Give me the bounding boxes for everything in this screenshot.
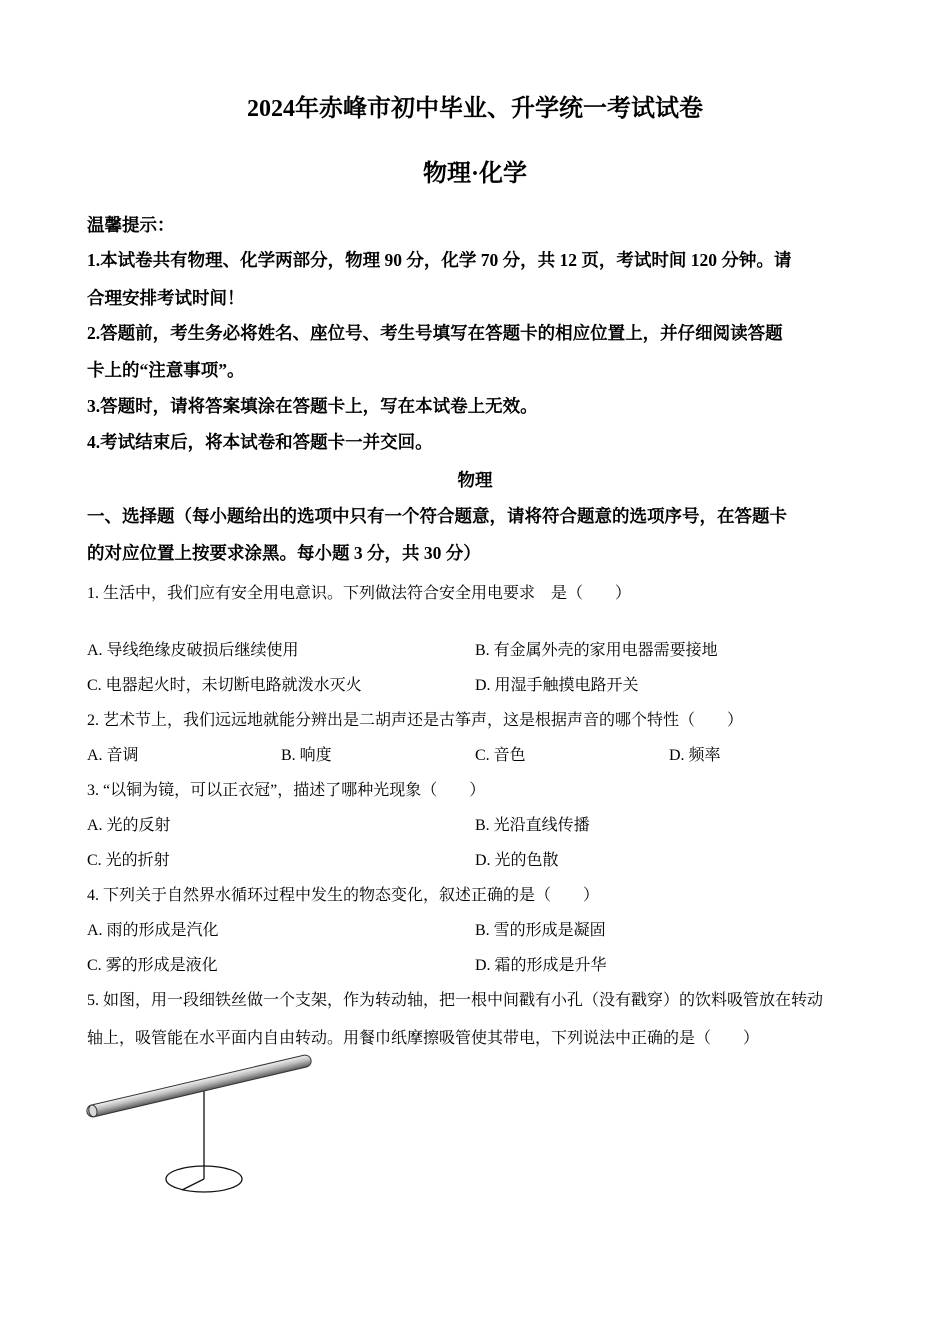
question-stem: 5. 如图，用一段细铁丝做一个支架，作为转动轴，把一根中间戳有小孔（没有戳穿）的饮料吸管放在转动	[87, 992, 824, 1009]
section-heading: 的对应位置上按要求涂黑。每小题 3 分，共 30 分）	[87, 543, 481, 563]
option: B. 响度	[281, 747, 332, 764]
option: C. 光的折射	[87, 852, 170, 869]
question-stem: 1. 生活中，我们应有安全用电意识。下列做法符合安全用电要求 是（ ）	[87, 585, 632, 602]
stand-foot	[182, 1179, 204, 1190]
straw-on-stand-figure	[80, 1050, 330, 1200]
option: A. 光的反射	[87, 817, 171, 834]
question-stem: 2. 艺术节上，我们远远地就能分辨出是二胡声还是古筝声，这是根据声音的哪个特性（ ）	[87, 712, 744, 729]
page-title: 2024年赤峰市初中毕业、升学统一考试试卷	[247, 96, 703, 122]
option: B. 雪的形成是凝固	[475, 922, 606, 939]
option: D. 霜的形成是升华	[475, 957, 607, 974]
option: A. 雨的形成是汽化	[87, 922, 219, 939]
option: A. 音调	[87, 747, 139, 764]
tip-line: 卡上的“注意事项”。	[87, 360, 245, 380]
option: D. 光的色散	[475, 852, 559, 869]
option: C. 电器起火时，未切断电路就泼水灭火	[87, 677, 362, 694]
page-subtitle: 物理·化学	[422, 161, 527, 187]
option: C. 雾的形成是液化	[87, 957, 218, 974]
option: D. 频率	[669, 747, 721, 764]
question-stem: 3. “以铜为镜，可以正衣冠”，描述了哪种光现象（ ）	[87, 782, 486, 799]
option: B. 有金属外壳的家用电器需要接地	[475, 642, 718, 659]
option: C. 音色	[475, 747, 526, 764]
tip-line: 3.答题时，请将答案填涂在答题卡上，写在本试卷上无效。	[87, 396, 538, 416]
question-stem: 4. 下列关于自然界水循环过程中发生的物态变化，叙述正确的是（ ）	[87, 887, 600, 904]
tip-line: 2.答题前，考生务必将姓名、座位号、考生号填写在答题卡的相应位置上，并仔细阅读答题	[87, 323, 783, 343]
option: D. 用湿手触摸电路开关	[475, 677, 639, 694]
tip-line: 1.本试卷共有物理、化学两部分，物理 90 分，化学 70 分，共 12 页，考试时间 120 分钟。请	[87, 250, 792, 270]
option: B. 光沿直线传播	[475, 817, 590, 834]
option: A. 导线绝缘皮破损后继续使用	[87, 642, 299, 659]
tip-line: 合理安排考试时间！	[87, 288, 245, 308]
question-stem: 轴上，吸管能在水平面内自由转动。用餐巾纸摩擦吸管使其带电，下列说法中正确的是（ ）	[87, 1030, 760, 1047]
tip-line: 4.考试结束后，将本试卷和答题卡一并交回。	[87, 432, 433, 452]
tips-heading: 温馨提示：	[87, 215, 175, 235]
straw	[86, 1054, 313, 1118]
section-heading: 一、选择题（每小题给出的选项中只有一个符合题意，请将符合题意的选项序号，在答题卡	[87, 506, 787, 526]
subject-heading: 物理	[457, 470, 493, 490]
